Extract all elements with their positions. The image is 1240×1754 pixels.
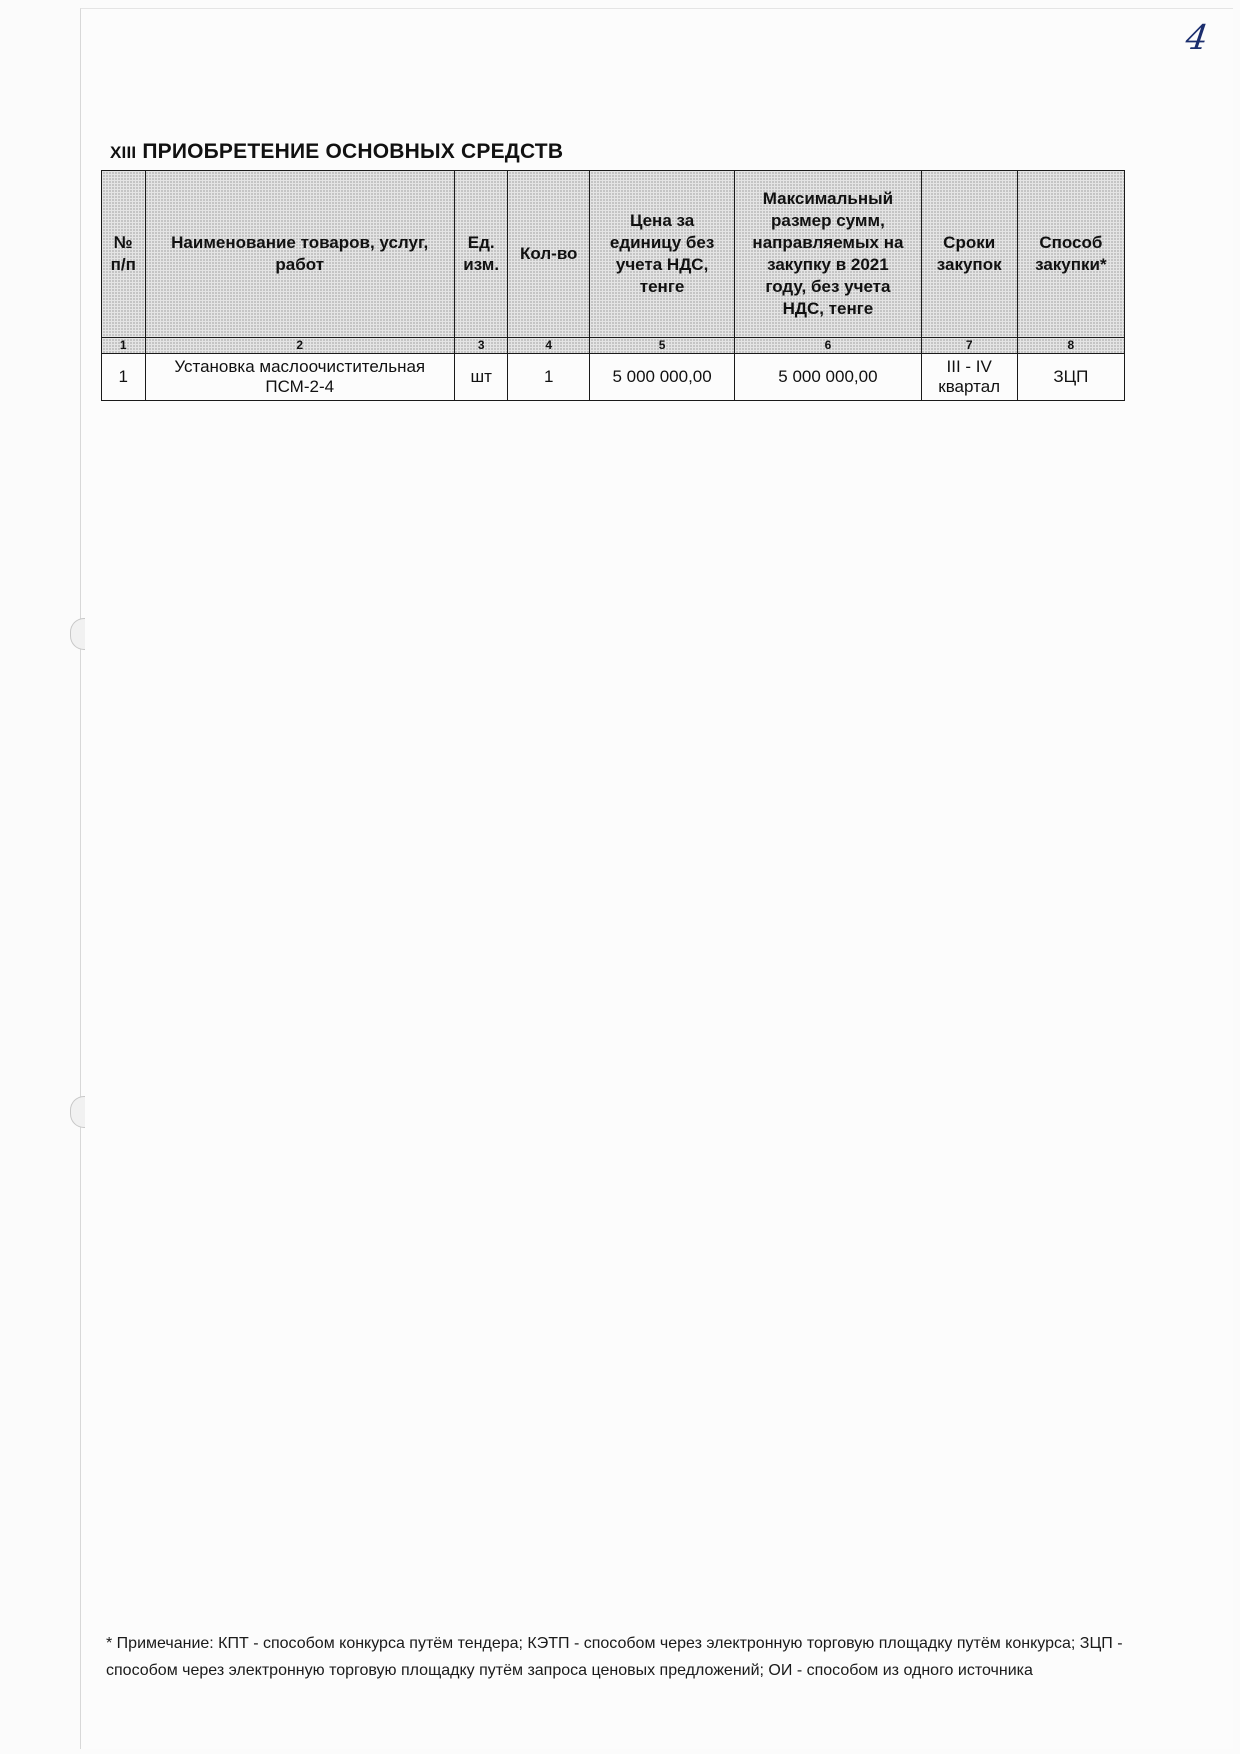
header-qty: Кол-во	[508, 171, 590, 338]
section-title-text: ПРИОБРЕТЕНИЕ ОСНОВНЫХ СРЕДСТВ	[142, 140, 564, 163]
section-roman-numeral: XIII	[110, 143, 137, 162]
column-number: 6	[735, 338, 922, 354]
header-terms: Сроки закупок	[921, 171, 1017, 338]
cell-num: 1	[102, 354, 146, 401]
cell-method: ЗЦП	[1017, 354, 1124, 401]
table-header-row	[102, 171, 1125, 338]
column-number: 1	[102, 338, 146, 354]
column-number: 7	[921, 338, 1017, 354]
section-title	[110, 140, 563, 164]
header-max-sum: Максимальный размер сумм, направляемых на закупку в 2021 году, без учета НДС, тенге	[735, 171, 922, 338]
table-row	[102, 354, 1125, 401]
cell-terms: III - IV квартал	[921, 354, 1017, 401]
column-number: 2	[145, 338, 454, 354]
column-number: 4	[508, 338, 590, 354]
cell-price: 5 000 000,00	[590, 354, 735, 401]
cell-qty: 1	[508, 354, 590, 401]
header-unit: Ед. изм.	[454, 171, 508, 338]
header-price: Цена за единицу без учета НДС, тенге	[590, 171, 735, 338]
column-number: 8	[1017, 338, 1124, 354]
punch-hole	[70, 1096, 85, 1128]
column-number: 3	[454, 338, 508, 354]
header-method: Способ закупки*	[1017, 171, 1124, 338]
punch-hole	[70, 618, 85, 650]
footnote: * Примечание: КПТ - способом конкурса путём тендера; КЭТП - способом через электронную торговую площадку путём конкурса; ЗЦП - способом через электронную торговую площадку путём запроса ценовых предложений; ОИ - способом из одного источника	[106, 1635, 1123, 1679]
handwritten-page-number: 4	[1183, 18, 1211, 58]
cell-unit: шт	[454, 354, 508, 401]
column-number: 5	[590, 338, 735, 354]
column-number-row	[102, 338, 1125, 354]
fixed-assets-table	[101, 170, 1125, 401]
cell-max-sum: 5 000 000,00	[735, 354, 922, 401]
cell-name: Установка маслоочистительная ПСМ-2-4	[145, 354, 454, 401]
header-name: Наименование товаров, услуг, работ	[145, 171, 454, 338]
header-num: № п/п	[102, 171, 146, 338]
